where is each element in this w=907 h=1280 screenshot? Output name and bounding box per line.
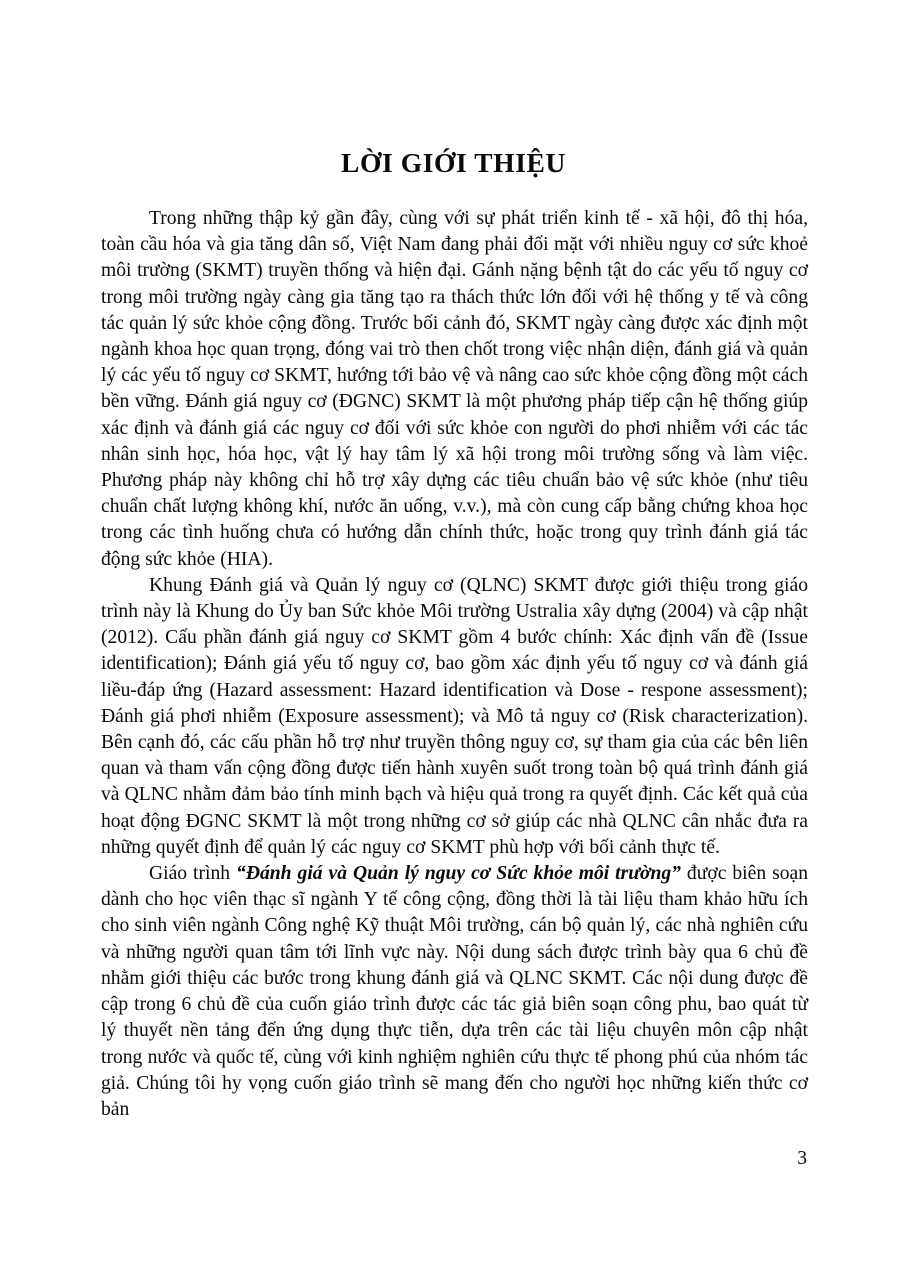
paragraph-1: Trong những thập kỷ gần đây, cùng với sự phát triển kinh tế - xã hội, đô thị hóa, toàn cầu hóa và gia tăng dân số, Việt Nam đang phải đối mặt với nhiều nguy cơ sức khoẻ môi trường (SKMT) truyền thống và hiện đại. Gánh nặng bệnh tật do các yếu tố nguy cơ trong môi trường ngày càng gia tăng tạo ra thách thức lớn đối với hệ thống y tế và công tác quản lý sức khỏe cộng đồng. Trước bối cảnh đó, SKMT ngày càng được xác định một ngành khoa học quan trọng, đóng vai trò then chốt trong việc nhận diện, đánh giá và quản lý các yếu tố nguy cơ SKMT, hướng tới bảo vệ và nâng cao sức khỏe cộng đồng một cách bền vững. Đánh giá nguy cơ (ĐGNC) SKMT là một phương pháp tiếp cận hệ thống giúp xác định và đánh giá các nguy cơ đối với sức khỏe con người do phơi nhiễm với các tác nhân sinh học, hóa học, vật lý hay tâm lý xã hội trong môi trường sống và làm việc. Phương pháp này không chỉ hỗ trợ xây dựng các tiêu chuẩn bảo vệ sức khỏe (như tiêu chuẩn chất lượng không khí, nước ăn uống, v.v.), mà còn cung cấp bằng chứng khoa học trong các tình huống chưa có hướng dẫn chính thức, hoặc trong quy trình đánh giá tác động sức khỏe (HIA).: [101, 208, 808, 570]
page-body: [101, 206, 808, 1123]
paragraph-3-remaining-text: được biên soạn dành cho học viên thạc sĩ ngành Y tế công cộng, đồng thời là tài liệu tham khảo hữu ích cho sinh viên ngành Công nghệ Kỹ thuật Môi trường, cán bộ quản lý, các nhà nghiên cứu và những người quan tâm tới lĩnh vực này. Nội dung sách được trình bày qua 6 chủ đề nhằm giới thiệu các bước trong khung đánh giá và QLNC SKMT. Các nội dung được đề cập trong 6 chủ đề của cuốn giáo trình được các tác giả biên soạn công phu, bao quát từ lý thuyết nền tảng đến ứng dụng thực tiễn, dựa trên các tài liệu chuyên môn cập nhật trong nước và quốc tế, cùng với kinh nghiệm nghiên cứu thực tế phong phú của nhóm tác giả. Chúng tôi hy vọng cuốn giáo trình sẽ mang đến cho người học những kiến thức cơ bản: [101, 863, 808, 1120]
page-title: LỜI GIỚI THIỆU: [341, 147, 566, 179]
paragraph-3: [101, 861, 808, 1123]
page-number: 3: [797, 1148, 807, 1169]
book-title-emphasis: “Đánh giá và Quản lý nguy cơ Sức khỏe môi trường”: [236, 863, 681, 885]
paragraph-3-lead-text: Giáo trình: [149, 863, 237, 885]
paragraph-2: Khung Đánh giá và Quản lý nguy cơ (QLNC) SKMT được giới thiệu trong giáo trình này là Khung do Ủy ban Sức khỏe Môi trường Ustralia xây dựng (2004) và cập nhật (2012). Cấu phần đánh giá nguy cơ SKMT gồm 4 bước chính: Xác định vấn đề (Issue identification); Đánh giá yếu tố nguy cơ, bao gồm xác định yếu tố nguy cơ và đánh giá liều-đáp ứng (Hazard assessment: Hazard identification và Dose - respone assessment); Đánh giá phơi nhiễm (Exposure assessment); và Mô tả nguy cơ (Risk characterization). Bên cạnh đó, các cấu phần hỗ trợ như truyền thông nguy cơ, sự tham gia của các bên liên quan và tham vấn cộng đồng được tiến hành xuyên suốt trong toàn bộ quá trình đánh giá và QLNC nhằm đảm bảo tính minh bạch và hiệu quả trong ra quyết định. Các kết quả của hoạt động ĐGNC SKMT là một trong những cơ sở giúp các nhà QLNC cân nhắc đưa ra những quyết định để quản lý các nguy cơ SKMT phù hợp với bối cảnh thực tế.: [101, 574, 808, 858]
